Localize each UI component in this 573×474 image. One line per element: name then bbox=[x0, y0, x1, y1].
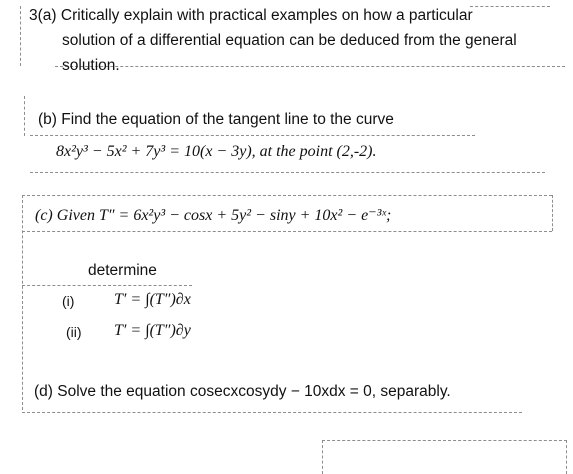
q3a-line-3: solution. bbox=[62, 57, 120, 74]
q3b-equation: 8x²y³ − 5x² + 7y³ = 10(x − 3y), at the point (2,-2). bbox=[56, 143, 377, 160]
q3d-text: (d) Solve the equation cosecxcosydy − 10xdx = 0, separably. bbox=[34, 383, 451, 400]
frame-divider bbox=[22, 412, 522, 413]
frame-divider bbox=[20, 6, 21, 66]
q3c-part-i-expression: T′ = ∫(T″)∂x bbox=[114, 291, 191, 308]
q3c-part-ii-expression: T′ = ∫(T″)∂y bbox=[114, 322, 191, 339]
q3b-prompt: (b) Find the equation of the tangent line to the curve bbox=[38, 111, 394, 128]
q3a-line-1: 3(a) Critically explain with practical examples on how a particular bbox=[29, 7, 473, 24]
frame-divider bbox=[552, 195, 553, 231]
q3c-part-i-label: (i) bbox=[62, 293, 75, 309]
frame-divider bbox=[24, 96, 25, 136]
q3c-given: (c) Given T″ = 6x²y³ − cosx + 5y² − siny + 10x² − e⁻³ˣ; bbox=[35, 207, 392, 224]
frame-divider bbox=[30, 172, 545, 173]
frame-divider bbox=[22, 195, 552, 196]
frame-divider bbox=[22, 195, 23, 410]
frame-divider bbox=[322, 440, 567, 441]
frame-divider bbox=[22, 285, 192, 286]
q3c-determine: determine bbox=[88, 262, 157, 279]
frame-divider bbox=[566, 440, 567, 474]
frame-divider bbox=[322, 440, 323, 474]
frame-divider bbox=[22, 231, 552, 232]
frame-divider bbox=[30, 135, 475, 136]
frame-divider bbox=[55, 66, 565, 67]
frame-divider bbox=[470, 6, 550, 7]
q3a-line-2: solution of a differential equation can be deduced from the general bbox=[62, 32, 517, 49]
q3c-part-ii-label: (ii) bbox=[66, 324, 82, 340]
